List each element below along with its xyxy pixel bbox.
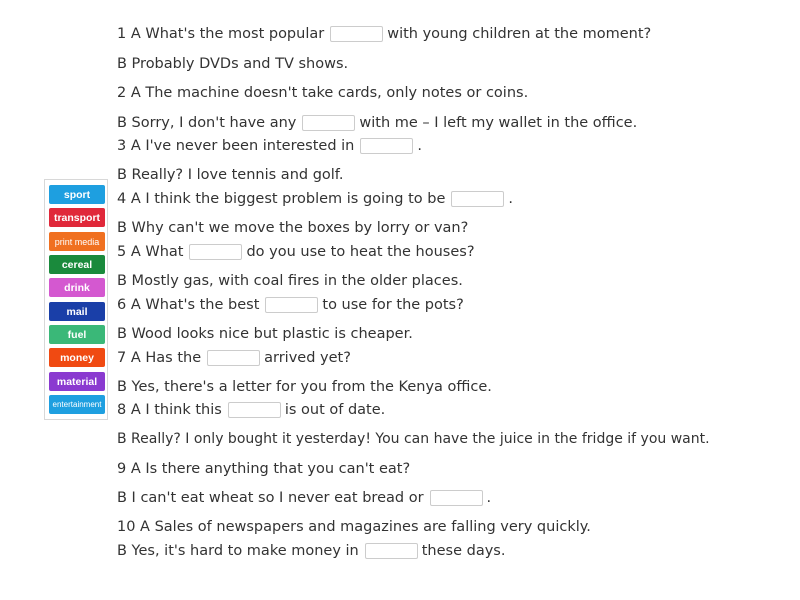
sentence-text: do you use to heat the houses?	[246, 244, 475, 260]
sentence-text: 2 A The machine doesn't take cards, only notes or coins.	[117, 85, 529, 101]
sentence-line	[117, 242, 475, 262]
sentence-line	[117, 165, 343, 185]
tile-money[interactable]: money	[49, 348, 105, 367]
tile-entertainment[interactable]: entertainment	[49, 395, 105, 414]
sentence-text: with me – I left my wallet in the office.	[359, 115, 638, 131]
sentence-text: B I can't eat wheat so I never eat bread or	[117, 490, 424, 506]
tile-material[interactable]: material	[49, 372, 105, 391]
tile-transport[interactable]: transport	[49, 208, 105, 227]
sentence-text: to use for the pots?	[322, 297, 464, 313]
tile-mail[interactable]: mail	[49, 302, 105, 321]
sentence-line	[117, 113, 637, 133]
answer-blank[interactable]	[207, 350, 260, 366]
sentence-line	[117, 54, 348, 74]
sentence-text: B Yes, there's a letter for you from the Kenya office.	[117, 379, 492, 395]
sentence-line	[117, 189, 513, 209]
answer-blank[interactable]	[451, 191, 504, 207]
sentence-text: B Sorry, I don't have any	[117, 115, 297, 131]
answer-blank[interactable]	[189, 244, 242, 260]
answer-blank[interactable]	[360, 138, 413, 154]
sentence-line	[117, 324, 413, 344]
sentence-line	[117, 136, 422, 156]
answer-blank[interactable]	[302, 115, 355, 131]
tile-sport[interactable]: sport	[49, 185, 105, 204]
sentence-text: B Mostly gas, with coal fires in the older places.	[117, 273, 463, 289]
answer-blank[interactable]	[365, 543, 418, 559]
sentence-text: .	[417, 138, 422, 154]
sentence-line	[117, 488, 491, 508]
sentence-line	[117, 271, 463, 291]
sentence-line	[117, 348, 351, 368]
sentence-text: 10 A Sales of newspapers and magazines are falling very quickly.	[117, 519, 591, 535]
sentence-text: 1 A What's the most popular	[117, 26, 325, 42]
sentence-text: 3 A I've never been interested in	[117, 138, 355, 154]
sentence-line	[117, 218, 468, 238]
sentence-text: B Yes, it's hard to make money in	[117, 543, 359, 559]
tile-fuel[interactable]: fuel	[49, 325, 105, 344]
sentence-text: B Why can't we move the boxes by lorry or van?	[117, 220, 469, 236]
sentence-line	[117, 541, 505, 561]
sentence-text: 8 A I think this	[117, 402, 222, 418]
sentence-line	[117, 377, 492, 397]
sentence-text: with young children at the moment?	[387, 26, 652, 42]
sentence-text: 5 A What	[117, 244, 184, 260]
sentence-text: .	[508, 191, 513, 207]
answer-blank[interactable]	[265, 297, 318, 313]
sentence-line	[117, 83, 528, 103]
sentence-line	[117, 295, 464, 315]
sentence-line	[117, 400, 385, 420]
sentence-text: these days.	[421, 543, 506, 559]
sentence-line	[117, 429, 710, 449]
answer-blank[interactable]	[330, 26, 383, 42]
sentence-text: 6 A What's the best	[117, 297, 260, 313]
answer-blank[interactable]	[430, 490, 483, 506]
sentence-text: B Really? I only bought it yesterday! You can have the juice in the fridge if you want.	[117, 431, 710, 447]
sentence-text: B Probably DVDs and TV shows.	[117, 56, 349, 72]
word-bank	[44, 179, 108, 420]
sentence-text: B Wood looks nice but plastic is cheaper.	[117, 326, 413, 342]
sentence-text: B Really? I love tennis and golf.	[117, 167, 344, 183]
sentence-line	[117, 517, 591, 537]
sentence-text: 7 A Has the	[117, 350, 202, 366]
sentence-text: 4 A I think the biggest problem is going to be	[117, 191, 446, 207]
sentence-text: is out of date.	[284, 402, 386, 418]
tile-print-media[interactable]: print media	[49, 232, 105, 251]
sentence-text: 9 A Is there anything that you can't eat?	[117, 461, 411, 477]
answer-blank[interactable]	[228, 402, 281, 418]
tile-cereal[interactable]: cereal	[49, 255, 105, 274]
sentence-line	[117, 24, 651, 44]
sentence-text: arrived yet?	[264, 350, 351, 366]
sentence-line	[117, 459, 410, 479]
tile-drink[interactable]: drink	[49, 278, 105, 297]
sentence-text: .	[486, 490, 492, 506]
